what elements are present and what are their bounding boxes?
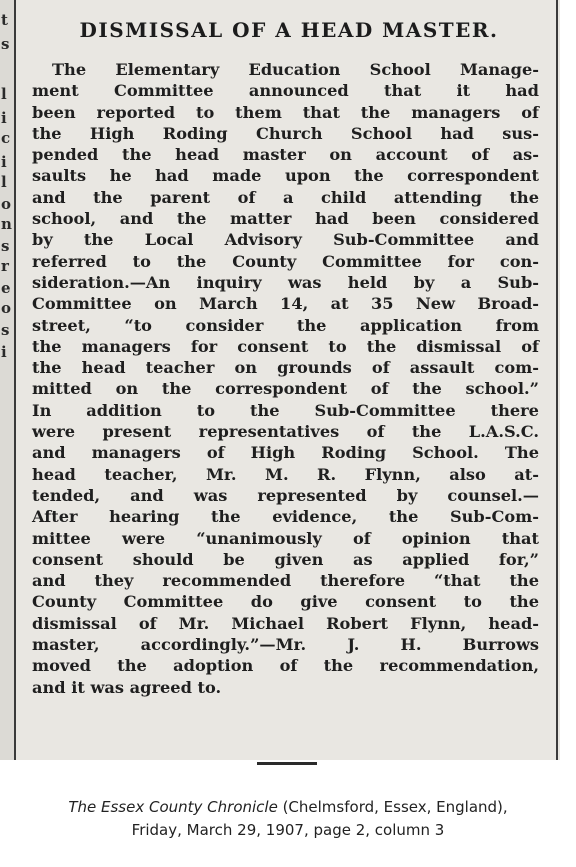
article-line: by the Local Advisory Sub-Committee and xyxy=(32,230,539,250)
article-line: mittee were “unanimously of opinion that xyxy=(32,528,539,548)
fragment-letter: i xyxy=(1,153,7,171)
fragment-letter: r xyxy=(1,257,9,275)
article-line: referred to the County Committee for con- xyxy=(32,251,539,271)
publication-name: The Essex County Chronicle xyxy=(68,798,278,816)
article-line: moved the adoption of the recommendation, xyxy=(32,656,539,676)
article-line: been reported to them that the managers of xyxy=(32,102,539,122)
article-line: consent should be given as applied for,” xyxy=(32,549,539,569)
article-line: Committee on March 14, at 35 New Broad- xyxy=(32,294,539,314)
article-line: tended, and was represented by counsel.— xyxy=(32,485,539,505)
column-rule-left xyxy=(14,0,16,760)
article-body xyxy=(32,59,539,698)
article-line: head teacher, Mr. M. R. Flynn, also at- xyxy=(32,464,539,484)
article-line: school, and the matter had been considered xyxy=(32,209,539,229)
fragment-letter: s xyxy=(1,237,10,255)
article-line: ment Committee announced that it had xyxy=(32,81,539,101)
column-rule-right xyxy=(556,0,558,760)
article-line: street, “to consider the application from xyxy=(32,315,539,335)
article-line: saults he had made upon the correspondent xyxy=(32,166,539,186)
fragment-letter: n xyxy=(1,215,12,233)
article-line: the High Roding Church School had sus- xyxy=(32,123,539,143)
fragment-letter: c xyxy=(1,129,11,147)
article-line: dismissal of Mr. Michael Robert Flynn, head- xyxy=(32,613,539,633)
caption-date-line: Friday, March 29, 1907, page 2, column 3 xyxy=(131,821,445,839)
article-line: and managers of High Roding School. The xyxy=(32,443,539,463)
article-line: were present representatives of the L.A.S.C. xyxy=(32,422,539,442)
article-line: the head teacher on grounds of assault com- xyxy=(32,358,539,378)
fragment-letter: s xyxy=(1,321,10,339)
fragment-letter: o xyxy=(1,299,12,317)
source-caption xyxy=(0,796,576,842)
article-line: pended the head master on account of as- xyxy=(32,145,539,165)
article-line: and it was agreed to. xyxy=(32,677,222,697)
end-of-article-rule xyxy=(257,762,317,765)
article-line: and they recommended therefore “that the xyxy=(32,571,539,591)
article-headline: DISMISSAL OF A HEAD MASTER. xyxy=(79,18,499,42)
article-line: The Elementary Education School Manage- xyxy=(52,60,539,79)
fragment-letter: o xyxy=(1,195,12,213)
article-line: In addition to the Sub-Committee there xyxy=(32,400,539,420)
fragment-letter: i xyxy=(1,343,7,361)
adjacent-column-fragment xyxy=(0,0,14,760)
article-line: County Committee do give consent to the xyxy=(32,592,539,612)
article-line: After hearing the evidence, the Sub-Com- xyxy=(32,507,539,527)
publication-location: (Chelmsford, Essex, England), xyxy=(277,798,508,816)
fragment-letter: i xyxy=(1,109,7,127)
fragment-letter: e xyxy=(1,279,11,297)
caption-line-1 xyxy=(0,796,576,819)
article-line: sideration.—An inquiry was held by a Sub- xyxy=(32,272,539,292)
article-line: master, accordingly.”—Mr. J. H. Burrows xyxy=(32,635,539,655)
fragment-letter: s xyxy=(1,35,10,53)
fragment-letter: l xyxy=(1,173,7,191)
fragment-letter: t xyxy=(1,11,8,29)
article-line: and the parent of a child attending the xyxy=(32,187,539,207)
article-line: the managers for consent to the dismissal of xyxy=(32,336,539,356)
article-line: mitted on the correspondent of the school.” xyxy=(32,379,539,399)
fragment-letter: l xyxy=(1,85,7,103)
